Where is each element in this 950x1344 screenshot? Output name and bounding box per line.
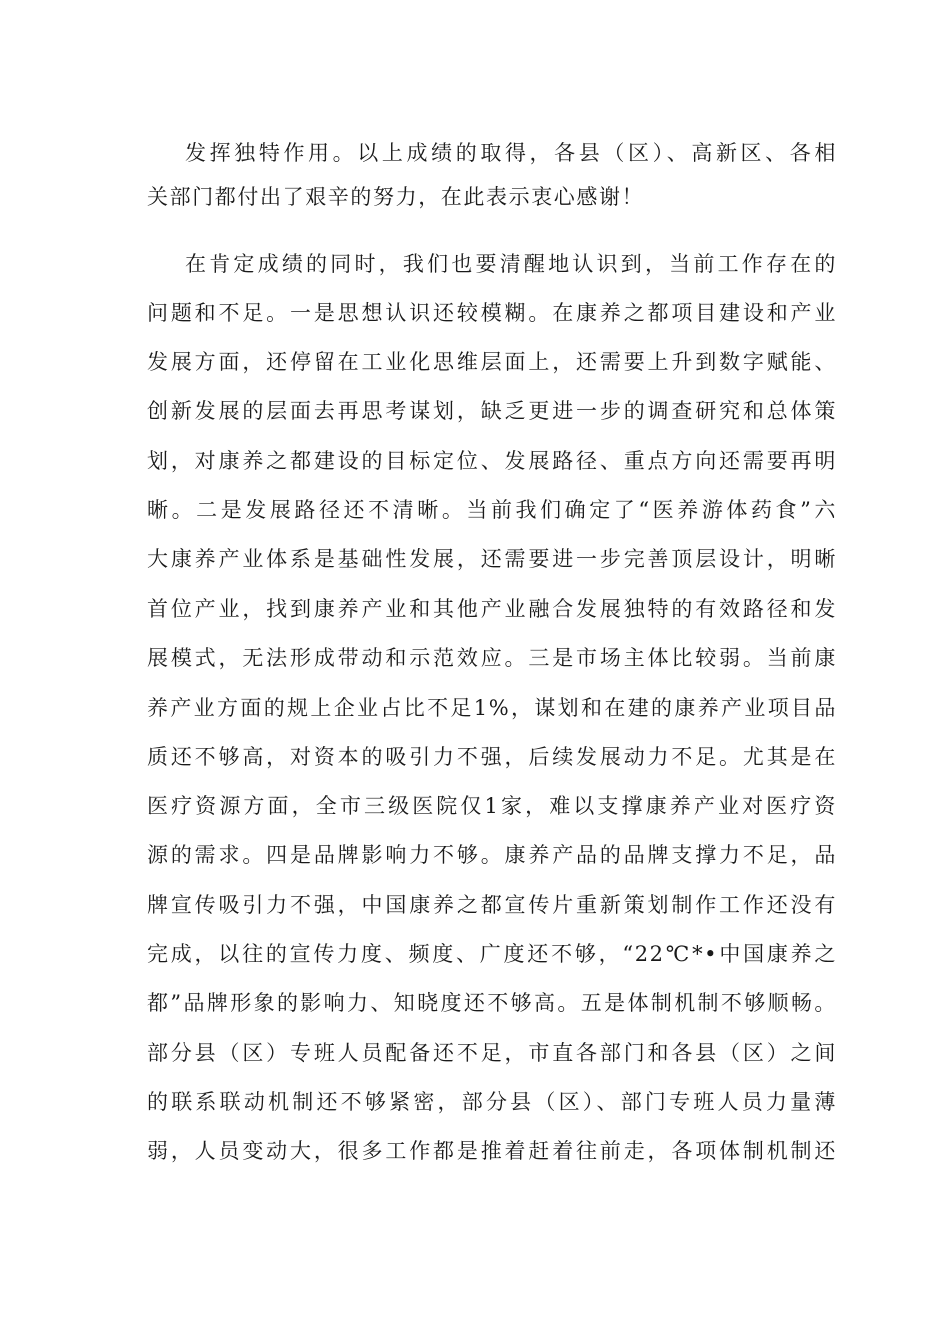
paragraph-line: 医疗资源方面，全市三级医院仅1家，难以支撑康养产业对医疗资 <box>147 794 837 818</box>
paragraph-line: 发展方面，还停留在工业化思维层面上，还需要上升到数字赋能、 <box>147 350 837 374</box>
paragraph-line: 养产业方面的规上企业占比不足1%，谋划和在建的康养产业项目品 <box>147 696 837 720</box>
paragraph-line: 首位产业，找到康养产业和其他产业融合发展独特的有效路径和发 <box>147 597 837 621</box>
paragraph-line: 部分县（区）专班人员配备还不足，市直各部门和各县（区）之间 <box>147 1041 837 1065</box>
paragraph-line: 都”品牌形象的影响力、知晓度还不够高。五是体制机制不够顺畅。 <box>147 991 837 1015</box>
paragraph-line: 完成，以往的宣传力度、频度、广度还不够，“22℃*•中国康养之 <box>147 942 837 966</box>
paragraph-line: 关部门都付出了艰辛的努力，在此表示衷心感谢！ <box>147 185 645 209</box>
paragraph-line: 发挥独特作用。以上成绩的取得，各县（区）、高新区、各相 <box>185 141 837 165</box>
paragraph-line: 弱，人员变动大，很多工作都是推着赶着往前走，各项体制机制还 <box>147 1139 837 1163</box>
paragraph-line: 牌宣传吸引力不强，中国康养之都宣传片重新策划制作工作还没有 <box>147 893 837 917</box>
paragraph-line: 源的需求。四是品牌影响力不够。康养产品的品牌支撑力不足，品 <box>147 843 837 867</box>
paragraph-line: 在肯定成绩的同时，我们也要清醒地认识到，当前工作存在的 <box>185 252 837 276</box>
paragraph-line: 展模式，无法形成带动和示范效应。三是市场主体比较弱。当前康 <box>147 646 837 670</box>
paragraph-line: 大康养产业体系是基础性发展，还需要进一步完善顶层设计，明晰 <box>147 547 837 571</box>
paragraph-line: 问题和不足。一是思想认识还较模糊。在康养之都项目建设和产业 <box>147 301 837 325</box>
paragraph-line: 创新发展的层面去再思考谋划，缺乏更进一步的调查研究和总体策 <box>147 399 837 423</box>
paragraph-line: 的联系联动机制还不够紧密，部分县（区）、部门专班人员力量薄 <box>147 1090 837 1114</box>
paragraph-line: 质还不够高，对资本的吸引力不强，后续发展动力不足。尤其是在 <box>147 745 837 769</box>
paragraph-line: 划，对康养之都建设的目标定位、发展路径、重点方向还需要再明 <box>147 449 837 473</box>
paragraph-line: 晰。二是发展路径还不清晰。当前我们确定了“医养游体药食”六 <box>147 498 837 522</box>
